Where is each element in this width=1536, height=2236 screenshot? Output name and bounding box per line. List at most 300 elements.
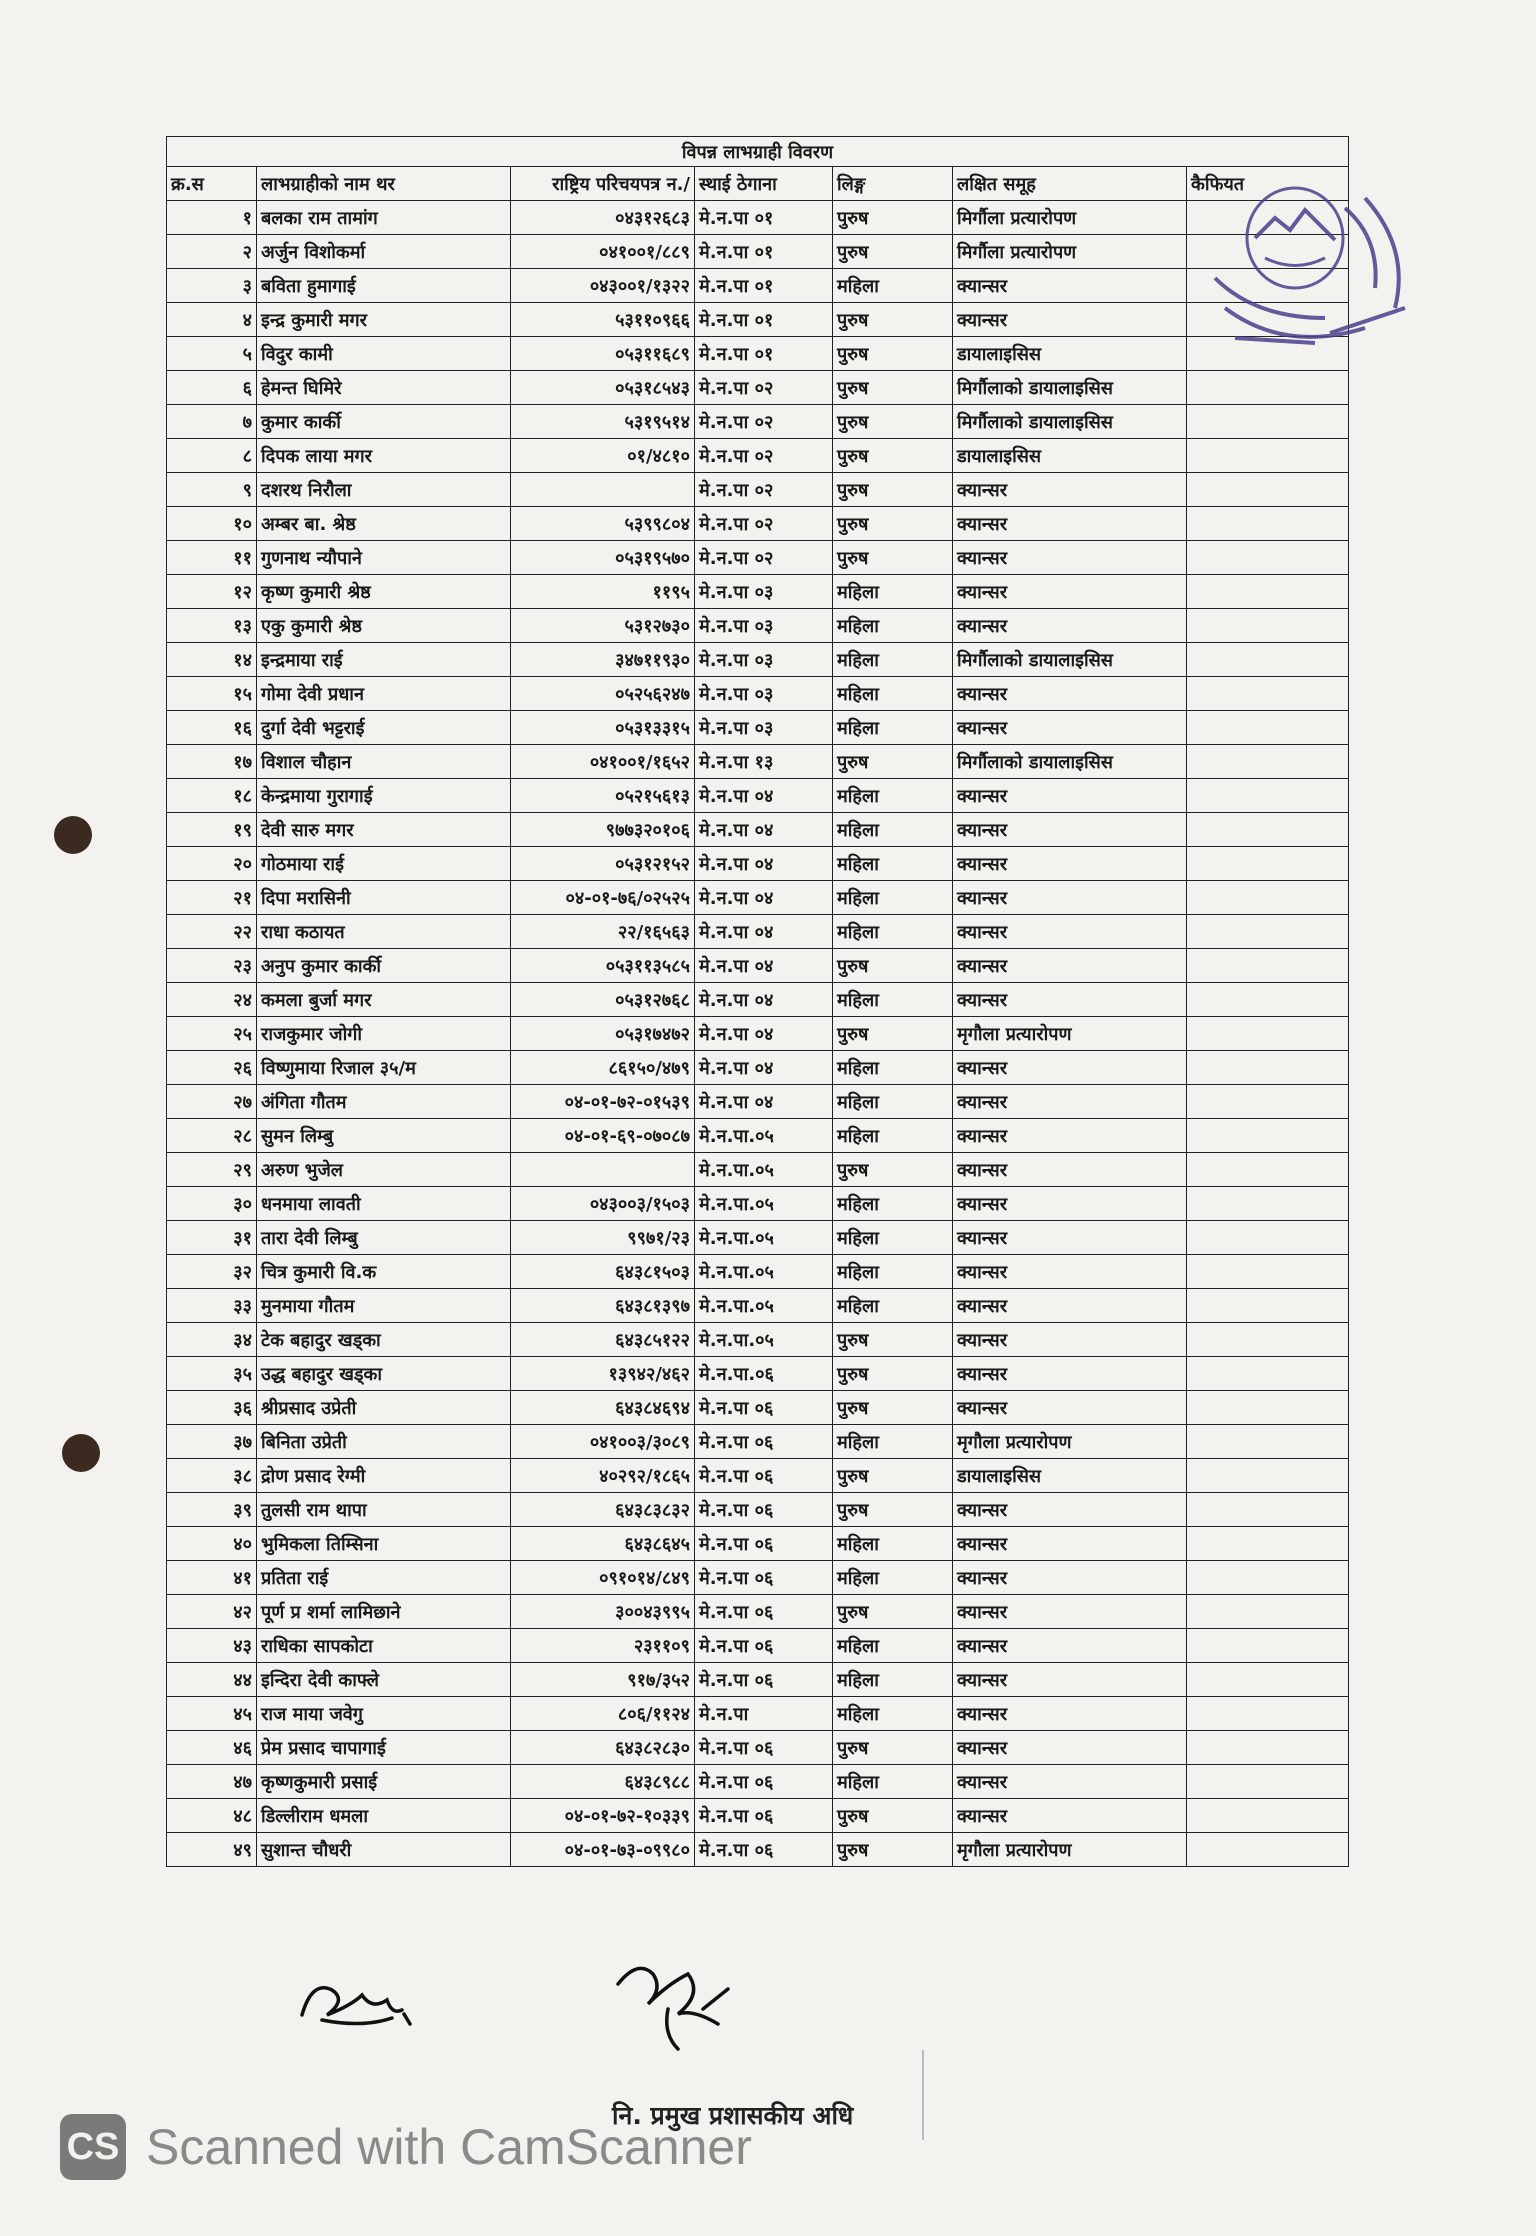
row-remarks xyxy=(1187,439,1349,473)
row-name: राजकुमार जोगी xyxy=(257,1017,511,1051)
row-group: क्यान्सर xyxy=(953,1799,1187,1833)
row-group: क्यान्सर xyxy=(953,983,1187,1017)
row-gender: पुरुष xyxy=(833,1799,953,1833)
row-name: पूर्ण प्र शर्मा लामिछाने xyxy=(257,1595,511,1629)
row-id: ०५३१२१५२ xyxy=(511,847,695,881)
row-remarks xyxy=(1187,1187,1349,1221)
row-group: क्यान्सर xyxy=(953,1663,1187,1697)
row-sn: २२ xyxy=(167,915,257,949)
row-id: ९१७/३५२ xyxy=(511,1663,695,1697)
table-row xyxy=(167,1459,1349,1493)
table-row xyxy=(167,643,1349,677)
table-row xyxy=(167,439,1349,473)
row-gender: पुरुष xyxy=(833,201,953,235)
row-remarks xyxy=(1187,1595,1349,1629)
row-name: इन्द्र कुमारी मगर xyxy=(257,303,511,337)
row-gender: महिला xyxy=(833,1085,953,1119)
row-name: टेक बहादुर खड्का xyxy=(257,1323,511,1357)
row-remarks xyxy=(1187,371,1349,405)
table-row xyxy=(167,847,1349,881)
row-gender: महिला xyxy=(833,1527,953,1561)
row-group: क्यान्सर xyxy=(953,575,1187,609)
table-row xyxy=(167,541,1349,575)
row-gender: पुरुष xyxy=(833,541,953,575)
office-seal-stamp xyxy=(1195,168,1425,368)
row-group: क्यान्सर xyxy=(953,1119,1187,1153)
row-remarks xyxy=(1187,949,1349,983)
row-address: मे.न.पा ०४ xyxy=(695,1085,833,1119)
row-sn: ३६ xyxy=(167,1391,257,1425)
row-remarks xyxy=(1187,1459,1349,1493)
row-address: मे.न.पा ०६ xyxy=(695,1391,833,1425)
row-name: दिपक लाया मगर xyxy=(257,439,511,473)
table-row xyxy=(167,371,1349,405)
punch-hole-bottom xyxy=(62,1434,100,1472)
row-address: मे.न.पा ०६ xyxy=(695,1663,833,1697)
row-name: अंगिता गौतम xyxy=(257,1085,511,1119)
row-name: इन्द्रमाया राई xyxy=(257,643,511,677)
row-id: ३००४३९९५ xyxy=(511,1595,695,1629)
row-id: ०५३१९५७० xyxy=(511,541,695,575)
camscanner-watermark xyxy=(60,2114,752,2180)
row-group: क्यान्सर xyxy=(953,1357,1187,1391)
row-sn: ४ xyxy=(167,303,257,337)
row-name: द्रोण प्रसाद रेग्मी xyxy=(257,1459,511,1493)
row-remarks xyxy=(1187,745,1349,779)
row-name: प्रतिता राई xyxy=(257,1561,511,1595)
row-sn: ४३ xyxy=(167,1629,257,1663)
row-remarks xyxy=(1187,1323,1349,1357)
row-group: क्यान्सर xyxy=(953,1561,1187,1595)
row-sn: २८ xyxy=(167,1119,257,1153)
row-remarks xyxy=(1187,609,1349,643)
row-id: ०५३१७४७२ xyxy=(511,1017,695,1051)
table-row xyxy=(167,609,1349,643)
row-address: मे.न.पा ०४ xyxy=(695,881,833,915)
row-id: ०५२१५६१३ xyxy=(511,779,695,813)
header-remarks: कैफियत xyxy=(1187,167,1349,201)
row-gender: महिला xyxy=(833,1425,953,1459)
row-id: ४०२९२/१८६५ xyxy=(511,1459,695,1493)
row-sn: २१ xyxy=(167,881,257,915)
row-sn: २३ xyxy=(167,949,257,983)
row-sn: १७ xyxy=(167,745,257,779)
table-row xyxy=(167,269,1349,303)
row-gender: महिला xyxy=(833,1051,953,1085)
row-gender: महिला xyxy=(833,1697,953,1731)
row-remarks xyxy=(1187,711,1349,745)
row-address: मे.न.पा ०६ xyxy=(695,1595,833,1629)
table-row xyxy=(167,1391,1349,1425)
row-address: मे.न.पा.०५ xyxy=(695,1221,833,1255)
row-sn: १ xyxy=(167,201,257,235)
table-row xyxy=(167,201,1349,235)
row-gender: महिला xyxy=(833,1765,953,1799)
row-name: देवी सारु मगर xyxy=(257,813,511,847)
row-remarks xyxy=(1187,1527,1349,1561)
row-address: मे.न.पा ०३ xyxy=(695,711,833,745)
row-address: मे.न.पा ०२ xyxy=(695,541,833,575)
row-address: मे.न.पा.०५ xyxy=(695,1119,833,1153)
row-remarks xyxy=(1187,1629,1349,1663)
row-id: ०१/४८१० xyxy=(511,439,695,473)
row-sn: १८ xyxy=(167,779,257,813)
row-gender: महिला xyxy=(833,1187,953,1221)
row-address: मे.न.पा ०२ xyxy=(695,439,833,473)
table-row xyxy=(167,575,1349,609)
row-address: मे.न.पा.०६ xyxy=(695,1357,833,1391)
row-sn: ११ xyxy=(167,541,257,575)
row-sn: ९ xyxy=(167,473,257,507)
row-id: ५३१२७३० xyxy=(511,609,695,643)
row-sn: ४४ xyxy=(167,1663,257,1697)
row-remarks xyxy=(1187,1799,1349,1833)
row-group: क्यान्सर xyxy=(953,949,1187,983)
row-id: ६४३८२८३० xyxy=(511,1731,695,1765)
row-name: इन्दिरा देवी काफ्ले xyxy=(257,1663,511,1697)
row-group: क्यान्सर xyxy=(953,779,1187,813)
row-id: ०४१००१/१६५२ xyxy=(511,745,695,779)
row-id: ०४-०१-६९-०७०८७ xyxy=(511,1119,695,1153)
row-name: राधा कठायत xyxy=(257,915,511,949)
row-remarks xyxy=(1187,1561,1349,1595)
row-group: क्यान्सर xyxy=(953,507,1187,541)
row-sn: ३२ xyxy=(167,1255,257,1289)
row-sn: २० xyxy=(167,847,257,881)
row-remarks xyxy=(1187,1425,1349,1459)
row-group: क्यान्सर xyxy=(953,1493,1187,1527)
row-gender: महिला xyxy=(833,609,953,643)
row-sn: ५ xyxy=(167,337,257,371)
divider-line xyxy=(922,2050,924,2140)
table-row xyxy=(167,1765,1349,1799)
row-sn: ३० xyxy=(167,1187,257,1221)
table-row xyxy=(167,1595,1349,1629)
row-id: ११९५ xyxy=(511,575,695,609)
row-name: कुमार कार्की xyxy=(257,405,511,439)
row-remarks xyxy=(1187,1663,1349,1697)
row-gender: महिला xyxy=(833,1561,953,1595)
row-gender: महिला xyxy=(833,1221,953,1255)
table-title: विपन्न लाभग्राही विवरण xyxy=(167,137,1349,167)
table-row xyxy=(167,405,1349,439)
beneficiary-table xyxy=(166,136,1349,1867)
table-row xyxy=(167,1697,1349,1731)
row-sn: २५ xyxy=(167,1017,257,1051)
row-address: मे.न.पा ०३ xyxy=(695,609,833,643)
row-name: श्रीप्रसाद उप्रेती xyxy=(257,1391,511,1425)
row-group: डायालाइसिस xyxy=(953,439,1187,473)
row-remarks xyxy=(1187,643,1349,677)
row-address: मे.न.पा ०४ xyxy=(695,847,833,881)
row-name: कृष्णकुमारी प्रसाई xyxy=(257,1765,511,1799)
header-gender: लिङ्ग xyxy=(833,167,953,201)
row-group: मिर्गौला प्रत्यारोपण xyxy=(953,235,1187,269)
row-address: मे.न.पा ०२ xyxy=(695,371,833,405)
row-id: ९९७१/२३ xyxy=(511,1221,695,1255)
table-row xyxy=(167,1527,1349,1561)
table-row xyxy=(167,1221,1349,1255)
row-remarks xyxy=(1187,1119,1349,1153)
row-id: ६४३८९८८ xyxy=(511,1765,695,1799)
row-sn: ४८ xyxy=(167,1799,257,1833)
row-group: क्यान्सर xyxy=(953,1595,1187,1629)
row-gender: महिला xyxy=(833,813,953,847)
row-sn: ८ xyxy=(167,439,257,473)
table-row xyxy=(167,1017,1349,1051)
row-remarks xyxy=(1187,1051,1349,1085)
row-name: अरुण भुजेल xyxy=(257,1153,511,1187)
row-sn: ३१ xyxy=(167,1221,257,1255)
row-remarks xyxy=(1187,1765,1349,1799)
row-name: उद्ध बहादुर खड्का xyxy=(257,1357,511,1391)
row-name: सुशान्त चौधरी xyxy=(257,1833,511,1867)
row-id: ६४३८६४५ xyxy=(511,1527,695,1561)
row-sn: ३९ xyxy=(167,1493,257,1527)
row-remarks xyxy=(1187,541,1349,575)
row-gender: पुरुष xyxy=(833,303,953,337)
row-name: दिपा मरासिनी xyxy=(257,881,511,915)
row-group: क्यान्सर xyxy=(953,303,1187,337)
row-name: एकु कुमारी श्रेष्ठ xyxy=(257,609,511,643)
row-name: कमला बुर्जा मगर xyxy=(257,983,511,1017)
row-name: अर्जुन विशोकर्मा xyxy=(257,235,511,269)
row-group: डायालाइसिस xyxy=(953,1459,1187,1493)
row-id xyxy=(511,1153,695,1187)
row-group: क्यान्सर xyxy=(953,1289,1187,1323)
row-remarks xyxy=(1187,1357,1349,1391)
row-id: ६४३८१५०३ xyxy=(511,1255,695,1289)
row-gender: पुरुष xyxy=(833,473,953,507)
row-remarks xyxy=(1187,507,1349,541)
row-id: ५३१९५१४ xyxy=(511,405,695,439)
row-sn: ६ xyxy=(167,371,257,405)
row-id: ५३११०९६६ xyxy=(511,303,695,337)
row-id: १३९४२/४६२ xyxy=(511,1357,695,1391)
row-address: मे.न.पा ०१ xyxy=(695,201,833,235)
row-sn: ४५ xyxy=(167,1697,257,1731)
row-remarks xyxy=(1187,473,1349,507)
row-group: क्यान्सर xyxy=(953,1153,1187,1187)
row-sn: १९ xyxy=(167,813,257,847)
row-group: क्यान्सर xyxy=(953,677,1187,711)
table-row xyxy=(167,337,1349,371)
row-group: क्यान्सर xyxy=(953,541,1187,575)
row-gender: पुरुष xyxy=(833,1391,953,1425)
row-id: ०४-०१-७२-१०३३९ xyxy=(511,1799,695,1833)
table-row xyxy=(167,1153,1349,1187)
row-id: ०५३११३५८५ xyxy=(511,949,695,983)
table-row xyxy=(167,915,1349,949)
row-gender: महिला xyxy=(833,269,953,303)
row-address: मे.न.पा.०५ xyxy=(695,1289,833,1323)
row-address: मे.न.पा ०६ xyxy=(695,1493,833,1527)
row-group: क्यान्सर xyxy=(953,1187,1187,1221)
row-sn: ४७ xyxy=(167,1765,257,1799)
row-remarks xyxy=(1187,779,1349,813)
row-sn: १२ xyxy=(167,575,257,609)
row-name: कृष्ण कुमारी श्रेष्ठ xyxy=(257,575,511,609)
row-gender: महिला xyxy=(833,1255,953,1289)
row-gender: पुरुष xyxy=(833,371,953,405)
row-name: धनमाया लावती xyxy=(257,1187,511,1221)
row-group: मृगौला प्रत्यारोपण xyxy=(953,1017,1187,1051)
row-address: मे.न.पा ०६ xyxy=(695,1731,833,1765)
signature-center xyxy=(608,1954,738,2054)
table-row xyxy=(167,1085,1349,1119)
table-row xyxy=(167,1425,1349,1459)
row-address: मे.न.पा ०२ xyxy=(695,473,833,507)
row-group: क्यान्सर xyxy=(953,915,1187,949)
table-row xyxy=(167,983,1349,1017)
row-name: तारा देवी लिम्बु xyxy=(257,1221,511,1255)
row-id: ०५२५६२४७ xyxy=(511,677,695,711)
row-name: भुमिकला तिम्सिना xyxy=(257,1527,511,1561)
row-id: ०४-०१-७२-०१५३९ xyxy=(511,1085,695,1119)
row-name: सुमन लिम्बु xyxy=(257,1119,511,1153)
row-group: मिर्गौलाको डायालाइसिस xyxy=(953,371,1187,405)
row-group: क्यान्सर xyxy=(953,1255,1187,1289)
row-remarks xyxy=(1187,1085,1349,1119)
row-name: केन्द्रमाया गुरागाई xyxy=(257,779,511,813)
row-id: ६४३८१३९७ xyxy=(511,1289,695,1323)
row-name: गुणनाथ न्यौपाने xyxy=(257,541,511,575)
row-name: विदुर कामी xyxy=(257,337,511,371)
row-group: क्यान्सर xyxy=(953,1221,1187,1255)
row-name: प्रेम प्रसाद चापागाई xyxy=(257,1731,511,1765)
row-id: ०४३००३/१५०३ xyxy=(511,1187,695,1221)
row-sn: २ xyxy=(167,235,257,269)
row-id: ६४३८४६९४ xyxy=(511,1391,695,1425)
row-id: ०४-०१-७६/०२५२५ xyxy=(511,881,695,915)
row-name: बिनिता उप्रेती xyxy=(257,1425,511,1459)
row-sn: २७ xyxy=(167,1085,257,1119)
row-remarks xyxy=(1187,881,1349,915)
row-gender: महिला xyxy=(833,847,953,881)
header-group: लक्षित समूह xyxy=(953,167,1187,201)
row-group: क्यान्सर xyxy=(953,1391,1187,1425)
row-group: मिर्गौलाको डायालाइसिस xyxy=(953,405,1187,439)
row-remarks xyxy=(1187,915,1349,949)
table-row xyxy=(167,1493,1349,1527)
table-row xyxy=(167,813,1349,847)
row-remarks xyxy=(1187,1255,1349,1289)
table-row xyxy=(167,779,1349,813)
row-group: क्यान्सर xyxy=(953,1697,1187,1731)
row-gender: महिला xyxy=(833,1119,953,1153)
row-remarks xyxy=(1187,813,1349,847)
row-id: ८०६/११२४ xyxy=(511,1697,695,1731)
row-gender: पुरुष xyxy=(833,1595,953,1629)
row-sn: ४० xyxy=(167,1527,257,1561)
row-sn: ३५ xyxy=(167,1357,257,1391)
row-remarks xyxy=(1187,405,1349,439)
row-remarks xyxy=(1187,1493,1349,1527)
row-id: ०४१००१/८८९ xyxy=(511,235,695,269)
row-sn: १६ xyxy=(167,711,257,745)
officer-title: नि. प्रमुख प्रशासकीय अधि xyxy=(612,2101,854,2130)
row-gender: महिला xyxy=(833,677,953,711)
row-remarks xyxy=(1187,1391,1349,1425)
row-gender: पुरुष xyxy=(833,1357,953,1391)
row-id: ०४३१२६८३ xyxy=(511,201,695,235)
row-group: मृगौला प्रत्यारोपण xyxy=(953,1833,1187,1867)
row-gender: पुरुष xyxy=(833,745,953,779)
row-remarks xyxy=(1187,677,1349,711)
table-row xyxy=(167,1323,1349,1357)
row-sn: ३८ xyxy=(167,1459,257,1493)
row-name: राज माया जवेगु xyxy=(257,1697,511,1731)
row-address: मे.न.पा xyxy=(695,1697,833,1731)
row-gender: महिला xyxy=(833,1663,953,1697)
row-address: मे.न.पा ०६ xyxy=(695,1425,833,1459)
row-remarks xyxy=(1187,1289,1349,1323)
row-address: मे.न.पा ०४ xyxy=(695,1051,833,1085)
row-address: मे.न.पा ०४ xyxy=(695,779,833,813)
row-group: क्यान्सर xyxy=(953,1085,1187,1119)
row-name: अनुप कुमार कार्की xyxy=(257,949,511,983)
table-body xyxy=(167,201,1349,1867)
row-id xyxy=(511,473,695,507)
row-address: मे.न.पा ०४ xyxy=(695,813,833,847)
header-address: स्थाई ठेगाना xyxy=(695,167,833,201)
table-row xyxy=(167,1187,1349,1221)
table-row xyxy=(167,881,1349,915)
row-id: ०४१००३/३०८९ xyxy=(511,1425,695,1459)
row-address: मे.न.पा ०१ xyxy=(695,303,833,337)
row-id: ५३९९८०४ xyxy=(511,507,695,541)
row-name: बविता हुमागाई xyxy=(257,269,511,303)
table-row xyxy=(167,235,1349,269)
header-id: राष्ट्रिय परिचयपत्र न./ xyxy=(511,167,695,201)
row-name: तुलसी राम थापा xyxy=(257,1493,511,1527)
row-id: ०५३११६८९ xyxy=(511,337,695,371)
row-sn: ३४ xyxy=(167,1323,257,1357)
row-name: विशाल चौहान xyxy=(257,745,511,779)
row-sn: १० xyxy=(167,507,257,541)
row-sn: २९ xyxy=(167,1153,257,1187)
row-sn: २४ xyxy=(167,983,257,1017)
row-id: २३११०९ xyxy=(511,1629,695,1663)
table-row xyxy=(167,1561,1349,1595)
row-sn: ४९ xyxy=(167,1833,257,1867)
row-address: मे.न.पा ०६ xyxy=(695,1459,833,1493)
row-sn: १५ xyxy=(167,677,257,711)
row-group: क्यान्सर xyxy=(953,1323,1187,1357)
row-name: चित्र कुमारी वि.क xyxy=(257,1255,511,1289)
table-row xyxy=(167,711,1349,745)
table-row xyxy=(167,1051,1349,1085)
table-row xyxy=(167,1833,1349,1867)
row-remarks xyxy=(1187,983,1349,1017)
row-group: क्यान्सर xyxy=(953,1527,1187,1561)
row-address: मे.न.पा ०६ xyxy=(695,1527,833,1561)
row-sn: ४२ xyxy=(167,1595,257,1629)
row-address: मे.न.पा ०१ xyxy=(695,235,833,269)
row-gender: पुरुष xyxy=(833,439,953,473)
table-row xyxy=(167,1255,1349,1289)
row-gender: महिला xyxy=(833,575,953,609)
row-remarks xyxy=(1187,1017,1349,1051)
table-row xyxy=(167,303,1349,337)
row-sn: ७ xyxy=(167,405,257,439)
table-row xyxy=(167,1289,1349,1323)
row-gender: पुरुष xyxy=(833,405,953,439)
row-address: मे.न.पा.०५ xyxy=(695,1323,833,1357)
table-row xyxy=(167,507,1349,541)
row-name: विष्णुमाया रिजाल ३५/म xyxy=(257,1051,511,1085)
signature-left xyxy=(292,1970,422,2030)
